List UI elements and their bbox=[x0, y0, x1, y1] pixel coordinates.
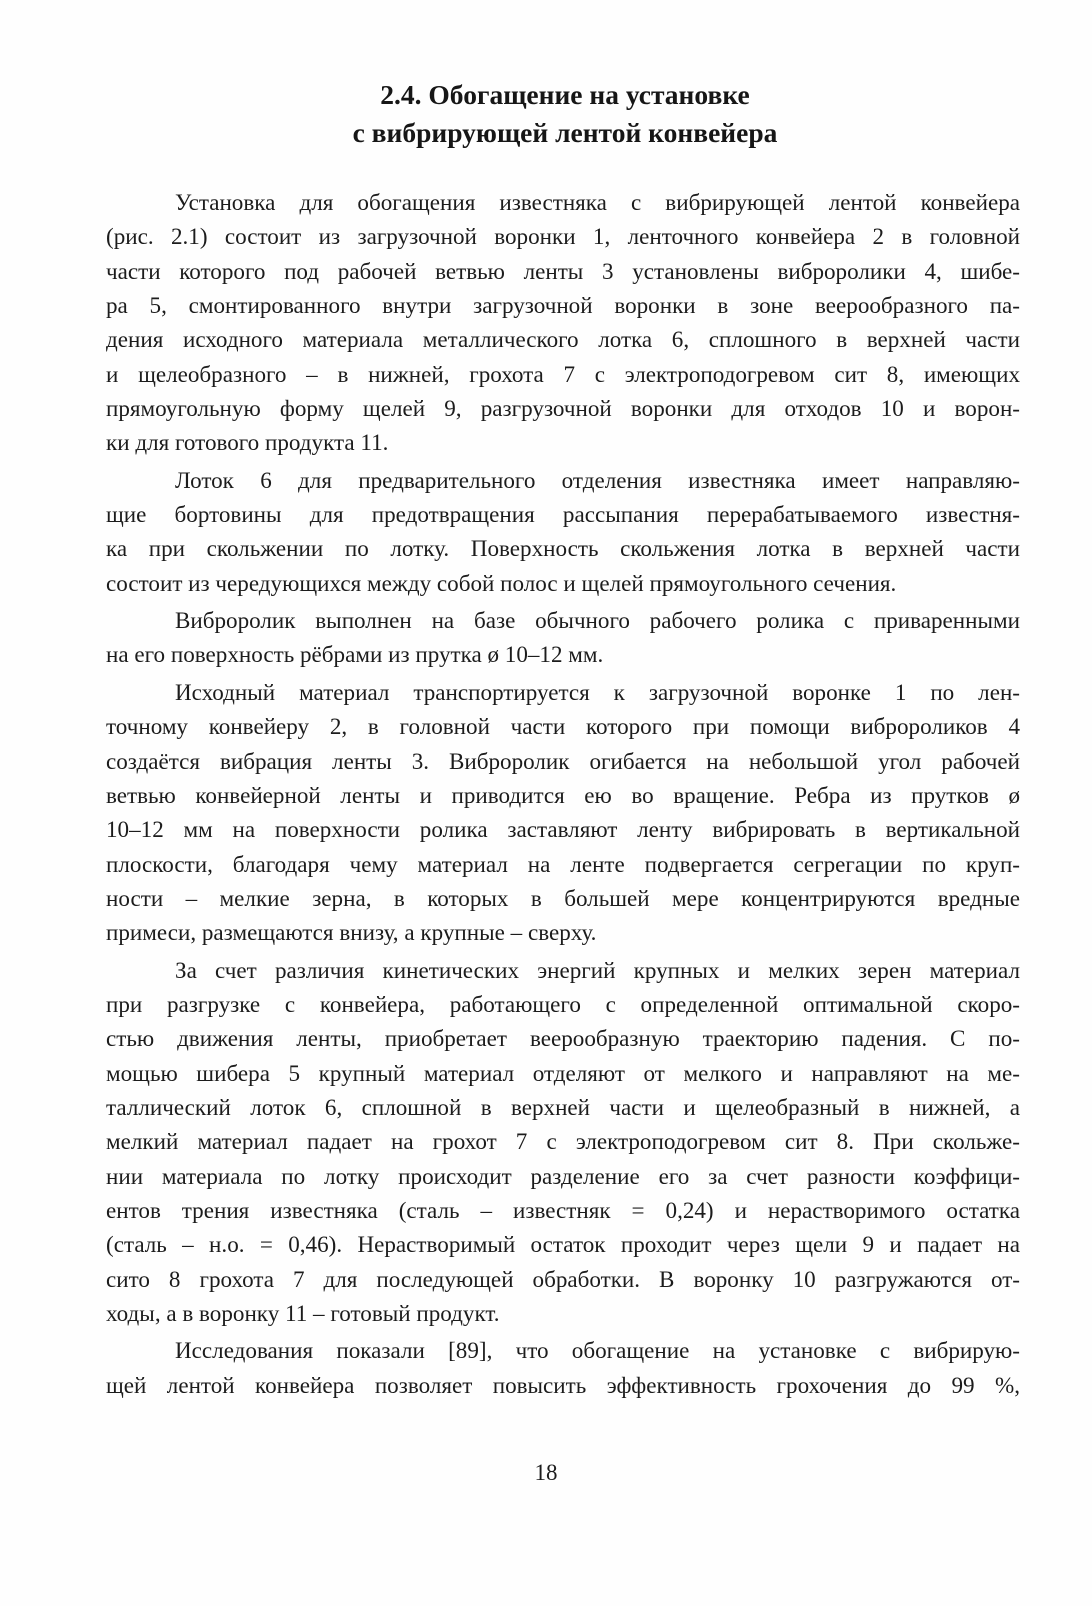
text-line: Виброролик выполнен на базе обычного рабочего ролика с приваренными bbox=[175, 607, 1020, 634]
section-heading bbox=[100, 76, 1030, 152]
text-line: ентов трения известняка (сталь – известняк = 0,24) и нерастворимого остатка bbox=[106, 1196, 1020, 1223]
text-line: щие бортовины для предотвращения рассыпания перерабатываемого известня- bbox=[106, 501, 1020, 528]
text-line: примеси, размещаются внизу, а крупные – сверху. bbox=[106, 919, 597, 946]
text-line: ки для готового продукта 11. bbox=[106, 429, 389, 456]
text-line: мелкий материал падает на грохот 7 с электроподогревом сит 8. При скольже- bbox=[106, 1128, 1020, 1155]
page-number: 18 bbox=[534, 1460, 558, 1485]
text-line: части которого под рабочей ветвью ленты 3 установлены виброролики 4, шибе- bbox=[106, 257, 1020, 284]
text-line: состоит из чередующихся между собой полос и щелей прямоугольного сечения. bbox=[106, 569, 897, 596]
text-line: (сталь – н.о. = 0,46). Нерастворимый остаток проходит через щели 9 и падает на bbox=[106, 1231, 1020, 1258]
text-line: при разгрузке с конвейера, работающего с определенной оптимальной скоро- bbox=[106, 990, 1020, 1017]
text-line: Лоток 6 для предварительного отделения известняка имеет направляю- bbox=[175, 466, 1020, 493]
text-line: ка при скольжении по лотку. Поверхность скольжения лотка в верхней части bbox=[106, 535, 1020, 562]
text-line: на его поверхность рёбрами из прутка ø 10–12 мм. bbox=[106, 641, 604, 668]
text-line: плоскости, благодаря чему материал на ленте подвергается сегрегации по круп- bbox=[106, 850, 1020, 877]
section-heading-line-1: 2.4. Обогащение на установке bbox=[380, 79, 750, 110]
paragraph bbox=[106, 603, 1020, 672]
paragraph bbox=[106, 953, 1020, 1331]
text-line: таллический лоток 6, сплошной в верхней части и щелеобразный в нижней, а bbox=[106, 1093, 1020, 1120]
section-heading-line-2: с вибрирующей лентой конвейера bbox=[352, 117, 778, 148]
text-line: Исходный материал транспортируется к загрузочной воронке 1 по лен- bbox=[175, 678, 1020, 705]
text-line: создаётся вибрация ленты 3. Виброролик огибается на небольшой угол рабочей bbox=[106, 747, 1020, 774]
text-line: щей лентой конвейера позволяет повысить эффективность грохочения до 99 %, bbox=[106, 1371, 1020, 1398]
paragraph bbox=[106, 185, 1020, 460]
text-line: точному конвейеру 2, в головной части которого при помощи вибророликов 4 bbox=[106, 713, 1020, 740]
text-line: и щелеобразного – в нижней, грохота 7 с электроподогревом сит 8, имеющих bbox=[106, 360, 1020, 387]
text-line: нии материала по лотку происходит разделение его за счет разности коэффици- bbox=[106, 1162, 1020, 1189]
text-line: 10–12 мм на поверхности ролика заставляют ленту вибрировать в вертикальной bbox=[106, 816, 1020, 843]
text-line: ветвью конвейерной ленты и приводится ею во вращение. Ребра из прутков ø bbox=[106, 781, 1020, 808]
text-line: мощью шибера 5 крупный материал отделяют от мелкого и направляют на ме- bbox=[106, 1059, 1020, 1086]
text-line: прямоугольную форму щелей 9, разгрузочной воронки для отходов 10 и ворон- bbox=[106, 395, 1020, 422]
text-line: ходы, а в воронку 11 – готовый продукт. bbox=[106, 1300, 500, 1326]
text-line: стью движения ленты, приобретает веерообразную траекторию падения. С по- bbox=[106, 1025, 1020, 1052]
text-line: ра 5, смонтированного внутри загрузочной воронки в зоне веерообразного па- bbox=[106, 292, 1020, 319]
text-line: Исследования показали [89], что обогащение на установке с вибрирую- bbox=[175, 1337, 1020, 1364]
paragraph bbox=[106, 1333, 1020, 1402]
paragraph bbox=[106, 675, 1020, 950]
text-line: сито 8 грохота 7 для последующей обработки. В воронку 10 разгружаются от- bbox=[106, 1265, 1020, 1292]
text-line: дения исходного материала металлического лотка 6, сплошного в верхней части bbox=[106, 326, 1020, 353]
text-line: За счет различия кинетических энергий крупных и мелких зерен материал bbox=[175, 956, 1020, 983]
body-text bbox=[106, 185, 1020, 1405]
text-line: ности – мелкие зерна, в которых в большей мере концентрируются вредные bbox=[106, 884, 1020, 911]
paragraph bbox=[106, 463, 1020, 600]
text-line: (рис. 2.1) состоит из загрузочной воронки 1, ленточного конвейера 2 в головной bbox=[106, 223, 1020, 250]
text-line: Установка для обогащения известняка с вибрирующей лентой конвейера bbox=[175, 189, 1020, 215]
